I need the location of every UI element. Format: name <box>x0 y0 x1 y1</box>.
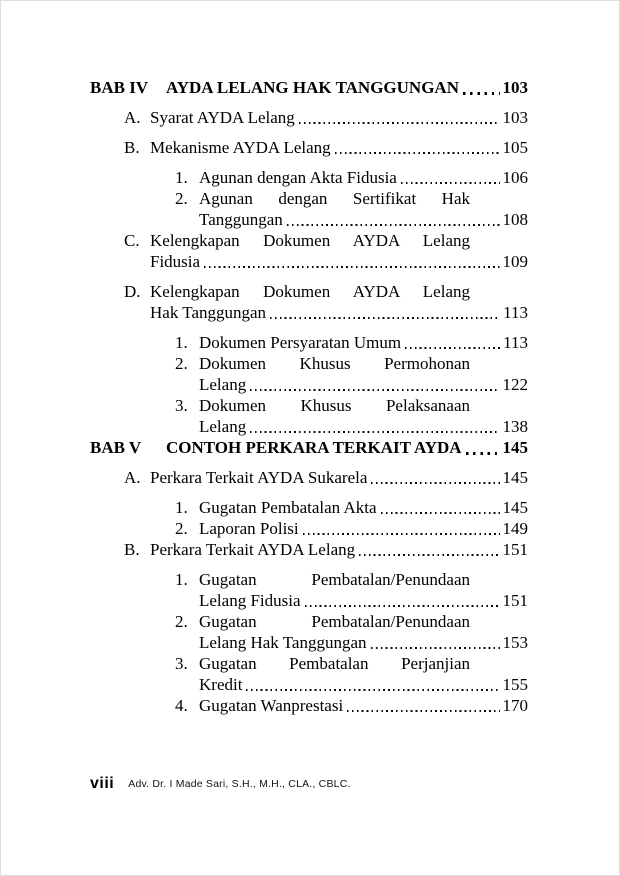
toc-entry-page-number: 170 <box>502 696 528 715</box>
toc-entry-text-line: Gugatan Pembatalan/Penundaan <box>199 570 470 589</box>
toc-entry-text: Dokumen Persyaratan Umum <box>199 333 402 352</box>
toc-entry-page-number: 113 <box>503 303 528 322</box>
dot-leader <box>405 347 500 349</box>
dot-leader <box>250 389 499 391</box>
table-of-contents <box>90 77 528 716</box>
dot-leader <box>250 431 499 433</box>
toc-entry-text: Lelang Hak Tanggungan <box>199 633 367 652</box>
dot-leader <box>381 512 500 514</box>
toc-entry-label: D. <box>124 282 141 301</box>
toc-entry-text-line: Kelengkapan Dokumen AYDA Lelang <box>150 231 470 250</box>
dot-leader <box>359 554 499 556</box>
toc-entry-text: Laporan Polisi <box>199 519 299 538</box>
toc-entry-label: 2. <box>175 354 188 373</box>
toc-entry-label: 2. <box>175 189 188 208</box>
toc-entry <box>90 230 528 272</box>
toc-entry-lastline <box>150 302 528 323</box>
toc-entry <box>90 77 528 98</box>
toc-entry-page-number: 151 <box>502 591 528 610</box>
toc-entry-text: Agunan dengan Akta Fidusia <box>199 168 397 187</box>
toc-entry <box>90 395 528 437</box>
toc-entry-page-number: 138 <box>502 417 528 436</box>
toc-entry-page-number: 103 <box>502 78 528 97</box>
toc-entry-label: A. <box>124 468 141 487</box>
toc-entry-text: Hak Tanggungan <box>150 303 267 322</box>
toc-entry-label: 1. <box>175 333 188 352</box>
toc-entry-content <box>150 230 528 272</box>
toc-entry-page-number: 145 <box>502 498 528 517</box>
toc-entry-label: 4. <box>175 696 188 715</box>
toc-entry-text-line: Dokumen Khusus Permohonan <box>199 354 470 373</box>
toc-entry-content <box>199 611 528 653</box>
toc-entry <box>90 467 528 488</box>
toc-entry-text-line: Kelengkapan Dokumen AYDA Lelang <box>150 282 470 301</box>
toc-entry-text: Mekanisme AYDA Lelang <box>150 138 331 157</box>
dot-leader <box>466 452 500 455</box>
toc-entry-lastline <box>150 539 528 560</box>
toc-entry-label: B. <box>124 540 140 559</box>
toc-entry-content <box>199 569 528 611</box>
toc-entry-label: 2. <box>175 612 188 631</box>
toc-entry-label: BAB V <box>90 438 142 457</box>
dot-leader <box>401 182 500 184</box>
dot-leader <box>246 689 499 691</box>
toc-entry-content <box>199 167 528 188</box>
toc-entry-text: Tanggungan <box>199 210 283 229</box>
toc-entry-page-number: 109 <box>502 252 528 271</box>
dot-leader <box>305 605 500 607</box>
toc-entry-content <box>150 107 528 128</box>
toc-entry-label: C. <box>124 231 140 250</box>
toc-entry-text: Lelang <box>199 375 247 394</box>
dot-leader <box>335 152 500 154</box>
toc-entry-label: 1. <box>175 570 188 589</box>
footer-author-credit: Adv. Dr. I Made Sari, S.H., M.H., CLA., CBLC. <box>128 778 351 790</box>
toc-entry <box>90 167 528 188</box>
toc-entry-text-line: Agunan dengan Sertifikat Hak <box>199 189 470 208</box>
toc-entry-text-line: Gugatan Pembatalan Perjanjian <box>199 654 470 673</box>
toc-entry-content <box>199 188 528 230</box>
toc-entry <box>90 281 528 323</box>
toc-entry-label: 1. <box>175 168 188 187</box>
dot-leader <box>303 533 500 535</box>
toc-entry-lastline <box>199 167 528 188</box>
toc-entry-lastline <box>150 107 528 128</box>
toc-entry <box>90 539 528 560</box>
dot-leader <box>347 710 499 712</box>
toc-entry-content <box>199 332 528 353</box>
toc-entry-page-number: 113 <box>503 333 528 352</box>
dot-leader <box>463 92 500 95</box>
toc-entry-lastline <box>150 251 528 272</box>
toc-entry-lastline <box>166 437 528 458</box>
toc-entry-page-number: 145 <box>502 468 528 487</box>
toc-entry-label: BAB IV <box>90 78 149 97</box>
toc-entry <box>90 497 528 518</box>
toc-entry <box>90 353 528 395</box>
toc-entry-page-number: 155 <box>502 675 528 694</box>
toc-entry-text: Perkara Terkait AYDA Sukarela <box>150 468 368 487</box>
toc-entry-label: 3. <box>175 654 188 673</box>
toc-entry <box>90 569 528 611</box>
toc-entry-content <box>199 653 528 695</box>
toc-entry-text-line: Dokumen Khusus Pelaksanaan <box>199 396 470 415</box>
toc-entry-text: Lelang <box>199 417 247 436</box>
toc-entry-page-number: 106 <box>502 168 528 187</box>
toc-entry-lastline <box>199 332 528 353</box>
toc-entry-page-number: 149 <box>502 519 528 538</box>
dot-leader <box>371 482 499 484</box>
toc-entry-text: CONTOH PERKARA TERKAIT AYDA <box>166 438 462 457</box>
toc-entry-lastline <box>150 467 528 488</box>
toc-entry-text: Gugatan Pembatalan Akta <box>199 498 377 517</box>
toc-entry-content <box>199 353 528 395</box>
toc-entry-page-number: 108 <box>502 210 528 229</box>
toc-entry-text: Perkara Terkait AYDA Lelang <box>150 540 356 559</box>
toc-entry-label: B. <box>124 138 140 157</box>
toc-entry-content <box>166 437 528 458</box>
toc-entry-text: Fidusia <box>150 252 201 271</box>
dot-leader <box>270 317 500 319</box>
toc-entry-text-line: Gugatan Pembatalan/Penundaan <box>199 612 470 631</box>
toc-entry-page-number: 151 <box>502 540 528 559</box>
toc-entry-lastline <box>199 632 528 653</box>
toc-entry <box>90 518 528 539</box>
toc-entry-content <box>199 395 528 437</box>
toc-entry-page-number: 122 <box>502 375 528 394</box>
toc-entry <box>90 653 528 695</box>
dot-leader <box>371 647 500 649</box>
toc-entry-lastline <box>199 695 528 716</box>
toc-entry-lastline <box>199 416 528 437</box>
toc-entry <box>90 611 528 653</box>
toc-entry-label: 1. <box>175 498 188 517</box>
toc-entry-page-number: 145 <box>502 438 528 457</box>
toc-entry-text: Gugatan Wanprestasi <box>199 696 344 715</box>
toc-entry-lastline <box>166 77 528 98</box>
toc-entry-page-number: 103 <box>502 108 528 127</box>
toc-entry-lastline <box>199 374 528 395</box>
toc-entry-label: 2. <box>175 519 188 538</box>
toc-entry-content <box>199 695 528 716</box>
toc-entry <box>90 188 528 230</box>
toc-entry-label: A. <box>124 108 141 127</box>
dot-leader <box>299 122 500 124</box>
toc-entry-page-number: 105 <box>502 138 528 157</box>
toc-entry-content <box>150 281 528 323</box>
toc-entry-content <box>166 77 528 98</box>
toc-entry-text: AYDA LELANG HAK TANGGUNGAN <box>166 78 459 97</box>
toc-entry-lastline <box>199 590 528 611</box>
toc-entry <box>90 137 528 158</box>
dot-leader <box>204 266 499 268</box>
toc-entry <box>90 107 528 128</box>
toc-entry-text: Syarat AYDA Lelang <box>150 108 295 127</box>
toc-entry-lastline <box>199 497 528 518</box>
toc-entry-lastline <box>199 209 528 230</box>
toc-entry-content <box>199 518 528 539</box>
toc-entry-content <box>150 467 528 488</box>
toc-entry <box>90 695 528 716</box>
toc-entry <box>90 332 528 353</box>
toc-entry-page-number: 153 <box>502 633 528 652</box>
toc-entry <box>90 437 528 458</box>
toc-entry-content <box>150 137 528 158</box>
folio-page-number: viii <box>90 775 115 792</box>
toc-entry-lastline <box>150 137 528 158</box>
toc-entry-content <box>199 497 528 518</box>
toc-entry-lastline <box>199 674 528 695</box>
dot-leader <box>287 224 500 226</box>
toc-entry-lastline <box>199 518 528 539</box>
toc-entry-text: Lelang Fidusia <box>199 591 301 610</box>
toc-entry-text: Kredit <box>199 675 243 694</box>
toc-entry-label: 3. <box>175 396 188 415</box>
page-footer <box>90 775 351 793</box>
toc-entry-content <box>150 539 528 560</box>
